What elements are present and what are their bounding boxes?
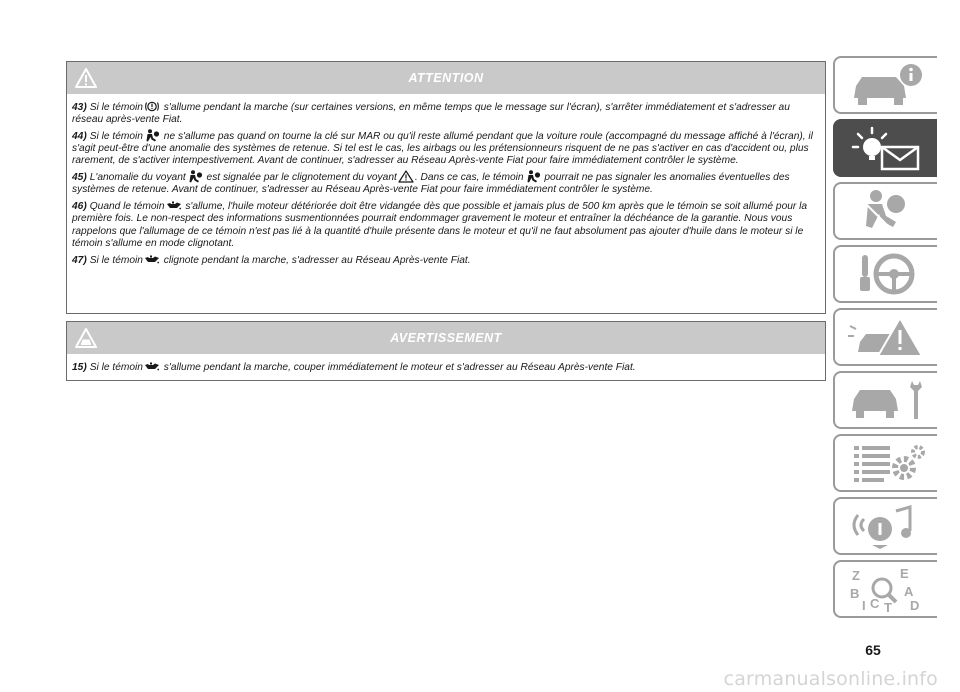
note-number: 45): [72, 172, 87, 184]
note-text: est signalée par le clignotement du voyant: [203, 172, 397, 184]
attention-body: [67, 94, 825, 267]
tab-emergency[interactable]: [833, 308, 937, 366]
warning-lights-message-icon: [844, 123, 928, 173]
tab-safety[interactable]: [833, 182, 937, 240]
tab-multimedia[interactable]: [833, 497, 937, 555]
emergency-road-icon: [844, 312, 928, 362]
index-icon: [844, 564, 928, 614]
tab-warning-lights[interactable]: [833, 119, 937, 177]
note-text: Quand le témoin: [89, 201, 165, 213]
index-letter: D: [910, 598, 920, 613]
attention-box: [66, 61, 826, 314]
car-info-icon: [844, 60, 928, 110]
note-46: [72, 199, 820, 250]
note-text: ne s'allume pas quand on tourne la clé sur MAR ou qu'il reste allumé pendant que la voiture roule (accompagné du message affiché à l'écran), il s'agit peut-être d'une anomalie des systèmes de retenue. Si tel est le cas, les airbags ou les prétensionneurs risquent de ne pas s'activer en cas d'accident ou, plus rarement, de s'activer intempestivement. Avant de continuer, s'adresser au Réseau Après-vente Fiat pour faire immédiatement contrôler le système.: [72, 131, 813, 167]
index-letter: E: [900, 566, 909, 581]
oil-can-icon: [144, 360, 160, 373]
note-text: Si le témoin: [89, 131, 143, 142]
avertissement-header: [67, 322, 825, 354]
attention-title: ATTENTION: [408, 71, 484, 85]
note-text: clignote pendant la marche, s'adresser au Réseau Après-vente Fiat.: [160, 254, 471, 266]
tab-technical-specs[interactable]: [833, 434, 937, 492]
car-maintenance-icon: [844, 375, 928, 425]
attention-header: [67, 62, 825, 94]
index-letter: T: [884, 600, 892, 614]
note-text: L'anomalie du voyant: [89, 172, 186, 184]
note-text: Si le témoin: [89, 102, 143, 113]
engine-warning-icon: [144, 100, 160, 113]
note-number: 15): [72, 362, 87, 373]
car-warning-icon: [75, 327, 97, 349]
note-47: [72, 253, 820, 267]
tab-starting-driving[interactable]: [833, 245, 937, 303]
index-letter: C: [870, 596, 880, 611]
index-letter: B: [850, 586, 860, 601]
tab-car-info[interactable]: [833, 56, 937, 114]
note-text: s'allume pendant la marche (sur certaines versions, en même temps que le message sur l'écran), s'arrêter immédiatement et s'adresser au réseau après-vente Fiat.: [72, 102, 790, 126]
note-text: s'allume, l'huile moteur détériorée doit être vidangée dès que possible et jamais plus de 500 km après que le témoin se soit allumé pour la première fois. Le non-respect des informations susmentionnées pourrait endommager gravement le moteur et entraîner la déchéance de la garantie. Nous vous rappelons que l'allumage de ce témoin n'est pas lié à la quantité d'huile présente dans le moteur et qu'il ne faut absolument pas ajouter d'huile dans le moteur si le témoin s'allume en mode clignotant.: [72, 201, 808, 249]
oil-can-icon: [144, 253, 160, 266]
multimedia-icon: [844, 501, 928, 551]
note-15: [72, 360, 820, 374]
note-number: 46): [72, 201, 87, 213]
tab-maintenance[interactable]: [833, 371, 937, 429]
airbag-icon: [187, 170, 203, 183]
page-number: 65: [865, 642, 881, 658]
note-number: 47): [72, 254, 87, 266]
avertissement-body: [67, 354, 825, 374]
index-letter: I: [862, 598, 866, 613]
note-number: 44): [72, 131, 87, 142]
index-letter: A: [904, 584, 914, 599]
note-text: Si le témoin: [89, 362, 143, 373]
note-text: pourrait ne pas signaler les anomalies éventuelles des systèmes de retenue. Avant de continuer, s'adresser au Réseau Après-vente Fiat pour faire immédiatement contrôler le système.: [72, 172, 790, 196]
avertissement-box: [66, 321, 826, 381]
specs-gear-icon: [844, 438, 928, 488]
airbag-icon: [144, 129, 160, 142]
note-text: . Dans ce cas, le témoin: [414, 172, 524, 184]
warning-triangle-icon: [398, 170, 414, 183]
steering-wheel-key-icon: [844, 249, 928, 299]
note-43: [72, 100, 820, 126]
note-number: 43): [72, 102, 87, 113]
index-letter: Z: [852, 568, 860, 583]
airbag-icon: [525, 170, 541, 183]
note-45: [72, 170, 820, 196]
tab-index[interactable]: [833, 560, 937, 618]
avertissement-title: AVERTISSEMENT: [390, 331, 502, 345]
note-44: [72, 129, 820, 168]
note-text: Si le témoin: [89, 254, 143, 266]
safety-airbag-icon: [844, 186, 928, 236]
warning-triangle-icon: [75, 67, 97, 89]
note-text: s'allume pendant la marche, couper immédiatement le moteur et s'adresser au Réseau Après-vente Fiat.: [160, 362, 636, 373]
watermark: carmanualsonline.info: [723, 668, 938, 690]
oil-can-icon: [166, 199, 182, 212]
